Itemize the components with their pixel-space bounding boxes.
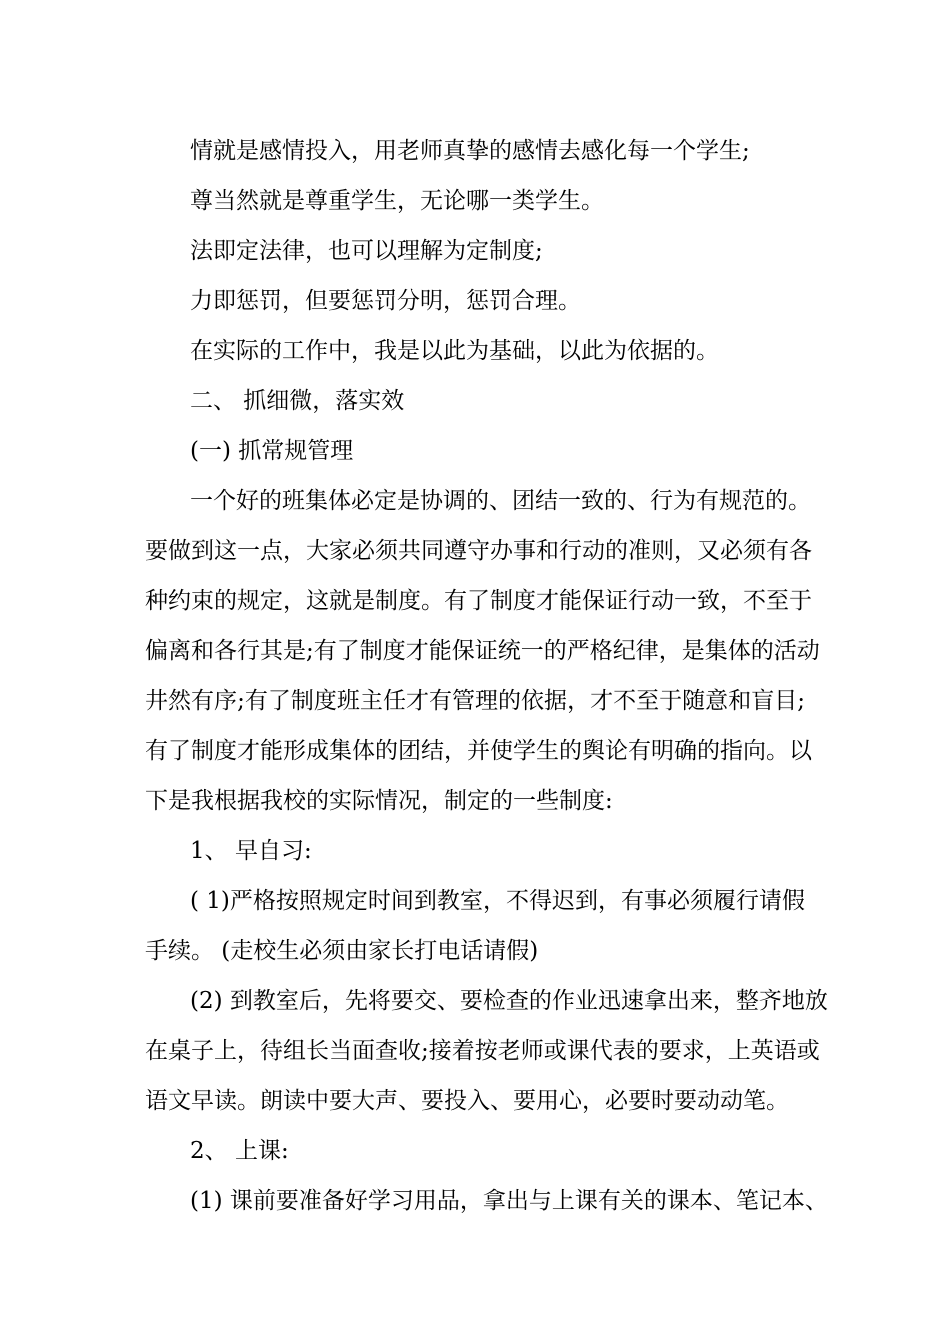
item-3-line-1: (1) 课前要准备好学习用品，拿出与上课有关的课本、笔记本、 [190, 1188, 828, 1214]
paragraph-line-1: 一个好的班集体必定是协调的、团结一致的、行为有规范的。 [190, 488, 811, 514]
item-1-line-2: 手续。 (走校生必须由家长打电话请假) [145, 938, 539, 964]
item-2-line-3: 语文早读。朗读中要大声、要投入、要用心，必要时要动动笔。 [145, 1088, 789, 1114]
subsection-heading-1: (一) 抓常规管理 [190, 438, 354, 464]
paragraph-line-6: 有了制度才能形成集体的团结，并使学生的舆论有明确的指向。以 [145, 738, 812, 764]
item-heading-1: 1、 早自习: [190, 838, 312, 864]
text-line-4: 力即惩罚，但要惩罚分明，惩罚合理。 [190, 288, 581, 314]
item-2-line-1: (2) 到教室后，先将要交、要检查的作业迅速拿出来，整齐地放 [190, 988, 828, 1014]
paragraph-line-5: 井然有序;有了制度班主任才有管理的依据，才不至于随意和盲目; [145, 688, 805, 714]
paragraph-line-3: 种约束的规定，这就是制度。有了制度才能保证行动一致，不至于 [145, 588, 812, 614]
paragraph-line-4: 偏离和各行其是;有了制度才能保证统一的严格纪律，是集体的活动 [145, 638, 820, 664]
paragraph-line-7: 下是我根据我校的实际情况，制定的一些制度: [145, 788, 613, 814]
paragraph-line-2: 要做到这一点，大家必须共同遵守办事和行动的准则，又必须有各 [145, 538, 812, 564]
section-heading-2: 二、 抓细微，落实效 [190, 388, 405, 414]
text-line-5: 在实际的工作中，我是以此为基础，以此为依据的。 [190, 338, 719, 364]
item-heading-2: 2、 上课: [190, 1138, 289, 1164]
item-2-line-2: 在桌子上，待组长当面查收;接着按老师或课代表的要求，上英语或 [145, 1038, 820, 1064]
text-line-1: 情就是感情投入，用老师真挚的感情去感化每一个学生; [190, 138, 750, 164]
item-1-line-1: ( 1)严格按照规定时间到教室，不得迟到，有事必须履行请假 [190, 888, 805, 914]
text-line-3: 法即定法律，也可以理解为定制度; [190, 238, 543, 264]
text-line-2: 尊当然就是尊重学生，无论哪一类学生。 [190, 188, 604, 214]
